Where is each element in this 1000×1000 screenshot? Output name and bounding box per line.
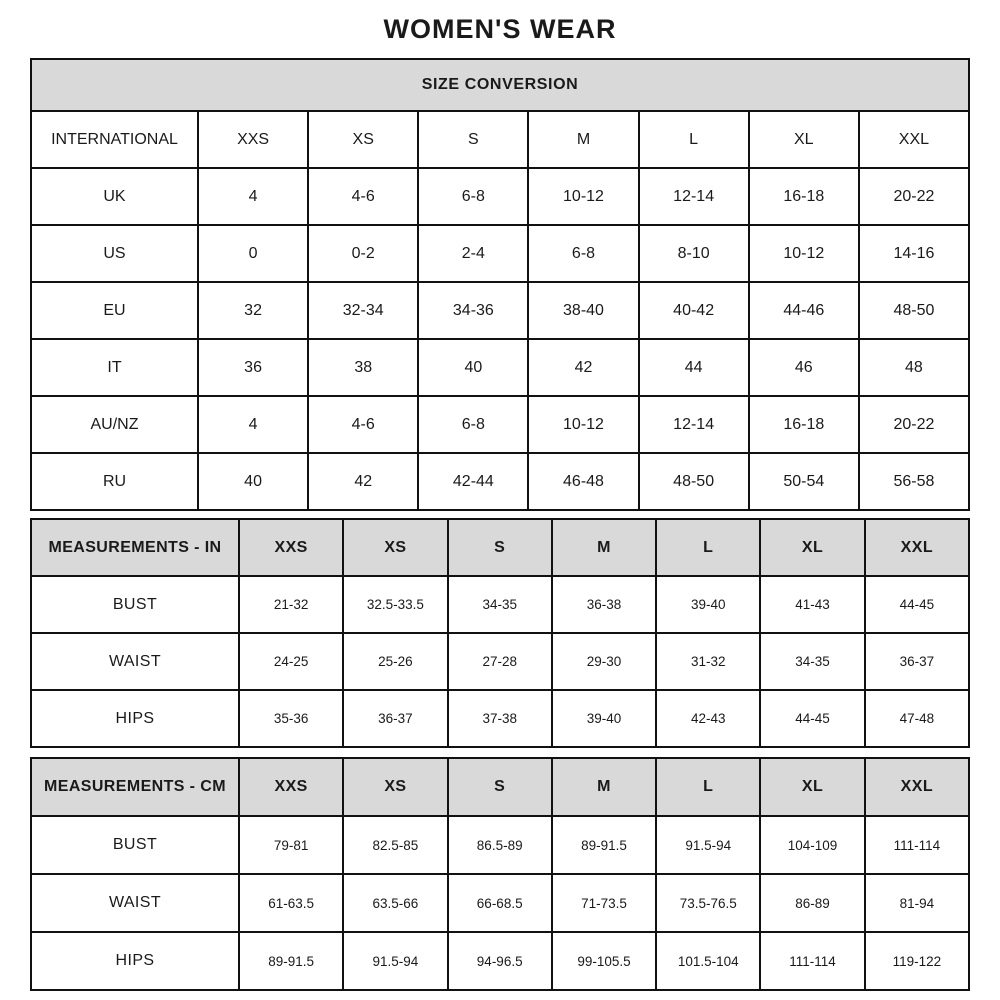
column-header: INTERNATIONAL: [31, 111, 198, 168]
value-cell: 4-6: [308, 396, 418, 453]
value-cell: 40: [418, 339, 528, 396]
value-cell: 35-36: [239, 690, 343, 747]
value-cell: 14-16: [859, 225, 969, 282]
value-cell: 29-30: [552, 633, 656, 690]
page-title: WOMEN'S WEAR: [383, 14, 617, 44]
row-label: WAIST: [31, 874, 239, 932]
value-cell: 89-91.5: [239, 932, 343, 990]
value-cell: 27-28: [448, 633, 552, 690]
value-cell: 31-32: [656, 633, 760, 690]
value-cell: 99-105.5: [552, 932, 656, 990]
column-header: L: [639, 111, 749, 168]
value-cell: 50-54: [749, 453, 859, 510]
value-cell: 24-25: [239, 633, 343, 690]
value-cell: 0: [198, 225, 308, 282]
value-cell: 32.5-33.5: [343, 576, 447, 633]
row-label: US: [31, 225, 198, 282]
value-cell: 42-43: [656, 690, 760, 747]
value-cell: 42: [528, 339, 638, 396]
value-cell: 101.5-104: [656, 932, 760, 990]
row-label: WAIST: [31, 633, 239, 690]
size-column-header: L: [656, 519, 760, 576]
table-row: [31, 690, 969, 747]
value-cell: 44-45: [865, 576, 969, 633]
size-conversion-banner: SIZE CONVERSION: [31, 59, 969, 111]
value-cell: 63.5-66: [343, 874, 447, 932]
size-column-header: XXL: [865, 758, 969, 816]
value-cell: 16-18: [749, 396, 859, 453]
size-column-header: M: [552, 758, 656, 816]
measurements-cm-header: MEASUREMENTS - CM: [31, 758, 239, 816]
value-cell: 91.5-94: [656, 816, 760, 874]
row-label: RU: [31, 453, 198, 510]
measurements-cm-table: [30, 757, 970, 991]
column-header: M: [528, 111, 638, 168]
table-row: [31, 396, 969, 453]
measurements-in-header: MEASUREMENTS - IN: [31, 519, 239, 576]
value-cell: 32: [198, 282, 308, 339]
value-cell: 48: [859, 339, 969, 396]
size-column-header: XXS: [239, 758, 343, 816]
value-cell: 10-12: [528, 168, 638, 225]
table-row: [31, 168, 969, 225]
value-cell: 39-40: [552, 690, 656, 747]
table-row: [31, 633, 969, 690]
value-cell: 38-40: [528, 282, 638, 339]
value-cell: 32-34: [308, 282, 418, 339]
size-column-header: XL: [760, 519, 864, 576]
value-cell: 4: [198, 396, 308, 453]
size-column-header: XL: [760, 758, 864, 816]
size-column-header: S: [448, 758, 552, 816]
value-cell: 86.5-89: [448, 816, 552, 874]
size-column-header: S: [448, 519, 552, 576]
value-cell: 111-114: [760, 932, 864, 990]
value-cell: 10-12: [749, 225, 859, 282]
value-cell: 16-18: [749, 168, 859, 225]
value-cell: 4-6: [308, 168, 418, 225]
size-conversion-table: [30, 58, 970, 511]
value-cell: 104-109: [760, 816, 864, 874]
value-cell: 44-46: [749, 282, 859, 339]
row-label: HIPS: [31, 690, 239, 747]
table-row: [31, 932, 969, 990]
value-cell: 34-35: [760, 633, 864, 690]
value-cell: 12-14: [639, 168, 749, 225]
value-cell: 20-22: [859, 396, 969, 453]
value-cell: 10-12: [528, 396, 638, 453]
measurements-cm-header-row: [31, 758, 969, 816]
value-cell: 46: [749, 339, 859, 396]
table-row: [31, 816, 969, 874]
value-cell: 36: [198, 339, 308, 396]
value-cell: 39-40: [656, 576, 760, 633]
row-label: AU/NZ: [31, 396, 198, 453]
value-cell: 111-114: [865, 816, 969, 874]
row-label: IT: [31, 339, 198, 396]
row-label: HIPS: [31, 932, 239, 990]
table-row: [31, 339, 969, 396]
row-label: UK: [31, 168, 198, 225]
size-column-header: XXL: [865, 519, 969, 576]
value-cell: 42-44: [418, 453, 528, 510]
value-cell: 34-35: [448, 576, 552, 633]
value-cell: 36-37: [865, 633, 969, 690]
value-cell: 86-89: [760, 874, 864, 932]
row-label: BUST: [31, 576, 239, 633]
value-cell: 6-8: [418, 168, 528, 225]
value-cell: 44-45: [760, 690, 864, 747]
table-row: [31, 874, 969, 932]
column-header: XXS: [198, 111, 308, 168]
measurements-in-header-row: [31, 519, 969, 576]
value-cell: 21-32: [239, 576, 343, 633]
size-conversion-header-row: [31, 111, 969, 168]
value-cell: 37-38: [448, 690, 552, 747]
value-cell: 89-91.5: [552, 816, 656, 874]
value-cell: 34-36: [418, 282, 528, 339]
column-header: XS: [308, 111, 418, 168]
value-cell: 6-8: [418, 396, 528, 453]
value-cell: 2-4: [418, 225, 528, 282]
table-row: [31, 282, 969, 339]
value-cell: 66-68.5: [448, 874, 552, 932]
value-cell: 56-58: [859, 453, 969, 510]
size-column-header: XS: [343, 758, 447, 816]
column-header: XL: [749, 111, 859, 168]
value-cell: 40: [198, 453, 308, 510]
column-header: S: [418, 111, 528, 168]
table-row: [31, 576, 969, 633]
value-cell: 41-43: [760, 576, 864, 633]
value-cell: 42: [308, 453, 418, 510]
value-cell: 8-10: [639, 225, 749, 282]
value-cell: 36-38: [552, 576, 656, 633]
size-column-header: M: [552, 519, 656, 576]
value-cell: 91.5-94: [343, 932, 447, 990]
value-cell: 48-50: [859, 282, 969, 339]
table-row: [31, 225, 969, 282]
value-cell: 81-94: [865, 874, 969, 932]
size-column-header: XS: [343, 519, 447, 576]
value-cell: 48-50: [639, 453, 749, 510]
table-row: [31, 453, 969, 510]
value-cell: 25-26: [343, 633, 447, 690]
value-cell: 20-22: [859, 168, 969, 225]
value-cell: 47-48: [865, 690, 969, 747]
value-cell: 44: [639, 339, 749, 396]
size-conversion-banner-row: [31, 59, 969, 111]
column-header: XXL: [859, 111, 969, 168]
value-cell: 38: [308, 339, 418, 396]
value-cell: 12-14: [639, 396, 749, 453]
row-label: EU: [31, 282, 198, 339]
row-label: BUST: [31, 816, 239, 874]
size-column-header: L: [656, 758, 760, 816]
value-cell: 119-122: [865, 932, 969, 990]
value-cell: 36-37: [343, 690, 447, 747]
size-column-header: XXS: [239, 519, 343, 576]
measurements-in-table: [30, 518, 970, 748]
value-cell: 71-73.5: [552, 874, 656, 932]
value-cell: 73.5-76.5: [656, 874, 760, 932]
value-cell: 82.5-85: [343, 816, 447, 874]
value-cell: 94-96.5: [448, 932, 552, 990]
value-cell: 79-81: [239, 816, 343, 874]
value-cell: 46-48: [528, 453, 638, 510]
value-cell: 4: [198, 168, 308, 225]
value-cell: 61-63.5: [239, 874, 343, 932]
value-cell: 6-8: [528, 225, 638, 282]
value-cell: 0-2: [308, 225, 418, 282]
value-cell: 40-42: [639, 282, 749, 339]
